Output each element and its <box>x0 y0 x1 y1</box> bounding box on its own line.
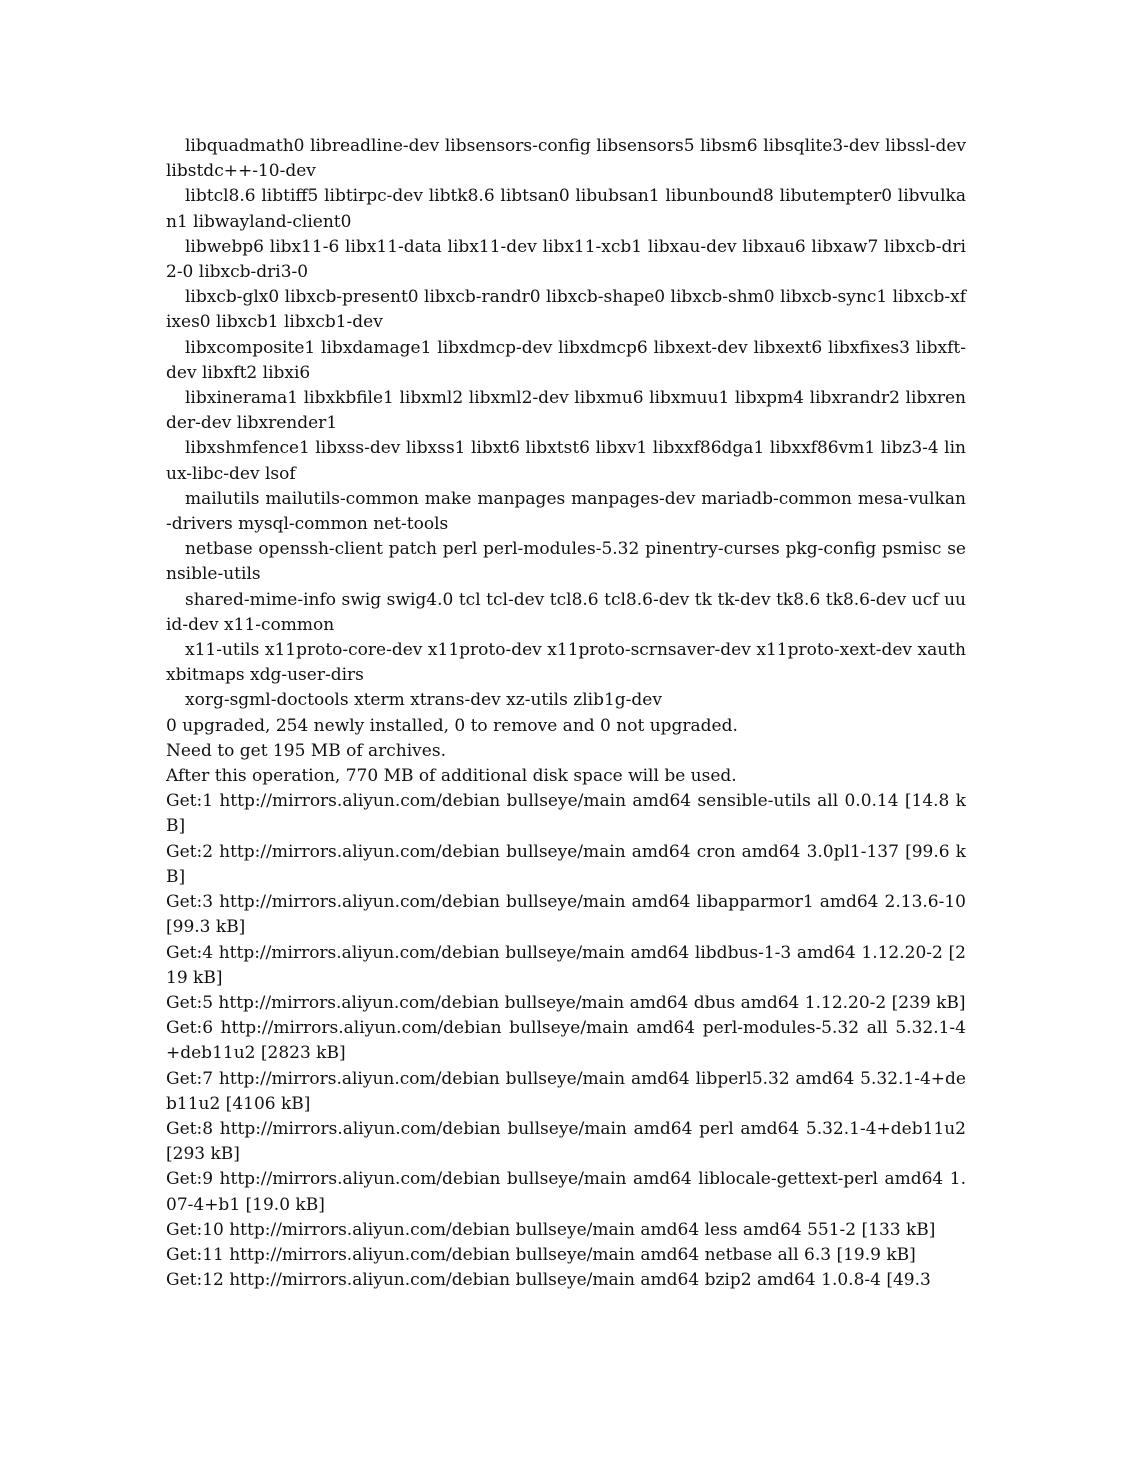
log-paragraph: 0 upgraded, 254 newly installed, 0 to remove and 0 not upgraded. <box>166 715 738 736</box>
log-paragraph: Get:4 http://mirrors.aliyun.com/debian bullseye/main amd64 libdbus-1-3 amd64 1.12.20-2 [219 kB] <box>166 942 966 988</box>
log-paragraph: Get:6 http://mirrors.aliyun.com/debian bullseye/main amd64 perl-modules-5.32 all 5.32.1-4+deb11u2 [2823 kB] <box>166 1018 966 1064</box>
log-paragraph: Get:5 http://mirrors.aliyun.com/debian bullseye/main amd64 dbus amd64 1.12.20-2 [239 kB] <box>166 992 966 1013</box>
log-paragraph: shared-mime-info swig swig4.0 tcl tcl-dev tcl8.6 tcl8.6-dev tk tk-dev tk8.6 tk8.6-dev ucf uuid-dev x11-common <box>166 589 966 635</box>
log-paragraph: libwebp6 libx11-6 libx11-data libx11-dev libx11-xcb1 libxau-dev libxau6 libxaw7 libxcb-dri2-0 libxcb-dri3-0 <box>166 236 966 283</box>
log-paragraph: After this operation, 770 MB of additional disk space will be used. <box>166 766 737 787</box>
log-paragraph: libxcb-glx0 libxcb-present0 libxcb-randr0 libxcb-shape0 libxcb-shm0 libxcb-sync1 libxcb-xfixes0 libxcb1 libxcb1-dev <box>166 287 966 333</box>
log-paragraph: Get:12 http://mirrors.aliyun.com/debian bullseye/main amd64 bzip2 amd64 1.0.8-4 [49.3 <box>166 1270 931 1291</box>
log-paragraph: Get:2 http://mirrors.aliyun.com/debian bullseye/main amd64 cron amd64 3.0pl1-137 [99.6 kB] <box>166 841 966 887</box>
log-paragraph: libxshmfence1 libxss-dev libxss1 libxt6 libxtst6 libxv1 libxxf86dga1 libxxf86vm1 libz3-4 linux-libc-dev lsof <box>166 438 966 484</box>
log-paragraph: mailutils mailutils-common make manpages manpages-dev mariadb-common mesa-vulkan-drivers mysql-common net-tools <box>166 488 966 535</box>
log-paragraph: Get:9 http://mirrors.aliyun.com/debian bullseye/main amd64 liblocale-gettext-perl amd64 1.07-4+b1 [19.0 kB] <box>166 1169 966 1215</box>
log-paragraph: Need to get 195 MB of archives. <box>166 740 446 761</box>
log-paragraph: libxinerama1 libxkbfile1 libxml2 libxml2-dev libxmu6 libxmuu1 libxpm4 libxrandr2 libxrender-dev libxrender1 <box>166 388 966 434</box>
log-paragraph: x11-utils x11proto-core-dev x11proto-dev x11proto-scrnsaver-dev x11proto-xext-dev xauth xbitmaps xdg-user-dirs <box>166 640 966 686</box>
log-paragraph: Get:3 http://mirrors.aliyun.com/debian bullseye/main amd64 libapparmor1 amd64 2.13.6-10 [99.3 kB] <box>166 892 966 938</box>
log-paragraph: Get:7 http://mirrors.aliyun.com/debian bullseye/main amd64 libperl5.32 amd64 5.32.1-4+deb11u2 [4106 kB] <box>166 1068 966 1114</box>
log-paragraph: Get:8 http://mirrors.aliyun.com/debian bullseye/main amd64 perl amd64 5.32.1-4+deb11u2 [293 kB] <box>166 1118 966 1165</box>
log-paragraph: libtcl8.6 libtiff5 libtirpc-dev libtk8.6 libtsan0 libubsan1 libunbound8 libutempter0 libvulkan1 libwayland-client0 <box>166 186 966 232</box>
log-paragraph: libxcomposite1 libxdamage1 libxdmcp-dev libxdmcp6 libxext-dev libxext6 libxfixes3 libxft-dev libxft2 libxi6 <box>166 337 966 383</box>
log-paragraph: Get:1 http://mirrors.aliyun.com/debian bullseye/main amd64 sensible-utils all 0.0.14 [14.8 kB] <box>166 791 966 837</box>
log-paragraph: Get:11 http://mirrors.aliyun.com/debian bullseye/main amd64 netbase all 6.3 [19.9 kB] <box>166 1244 916 1265</box>
log-paragraph: libquadmath0 libreadline-dev libsensors-config libsensors5 libsm6 libsqlite3-dev libssl-dev libstdc++-10-dev <box>166 136 966 182</box>
log-paragraph: Get:10 http://mirrors.aliyun.com/debian bullseye/main amd64 less amd64 551-2 [133 kB] <box>166 1219 936 1240</box>
log-paragraph: xorg-sgml-doctools xterm xtrans-dev xz-utils zlib1g-dev <box>185 690 662 711</box>
terminal-log-text <box>166 134 966 1293</box>
log-paragraph: netbase openssh-client patch perl perl-modules-5.32 pinentry-curses pkg-config psmisc sensible-utils <box>166 539 966 585</box>
